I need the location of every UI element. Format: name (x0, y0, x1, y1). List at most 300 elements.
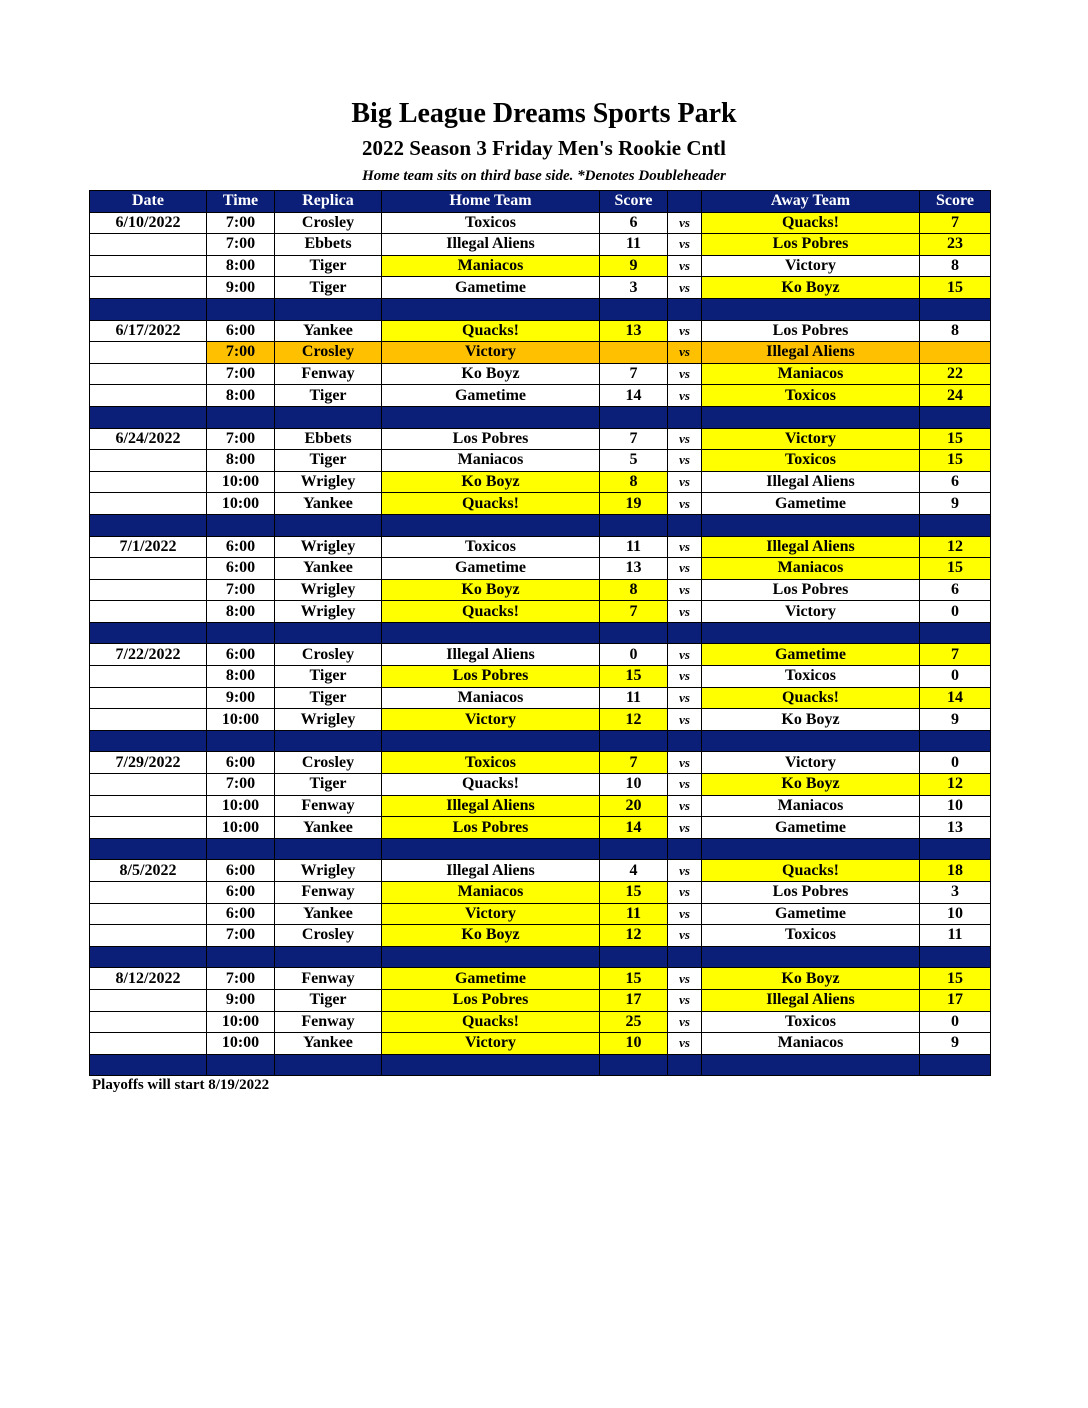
separator-cell (275, 298, 382, 320)
separator-cell (382, 1054, 600, 1076)
separator-cell (275, 730, 382, 752)
vs-label: vs (668, 989, 702, 1011)
home-score: 13 (600, 320, 668, 342)
away-team: Toxicos (702, 450, 920, 472)
vs-label: vs (668, 687, 702, 709)
vs-label: vs (668, 428, 702, 450)
separator-cell (90, 298, 207, 320)
separator-cell (702, 622, 920, 644)
game-row (90, 212, 991, 234)
game-row (90, 558, 991, 580)
game-field: Crosley (275, 752, 382, 774)
game-time: 10:00 (207, 493, 275, 515)
game-time: 10:00 (207, 471, 275, 493)
away-team: Gametime (702, 903, 920, 925)
away-score: 3 (920, 882, 991, 904)
away-score: 13 (920, 817, 991, 839)
away-team: Quacks! (702, 687, 920, 709)
game-date (90, 882, 207, 904)
vs-label: vs (668, 1033, 702, 1055)
game-row (90, 342, 991, 364)
game-date (90, 795, 207, 817)
vs-label: vs (668, 277, 702, 299)
separator-cell (382, 406, 600, 428)
game-time: 9:00 (207, 989, 275, 1011)
separator-cell (600, 298, 668, 320)
away-team: Ko Boyz (702, 709, 920, 731)
vs-label: vs (668, 579, 702, 601)
separator-cell (275, 946, 382, 968)
away-team: Toxicos (702, 925, 920, 947)
home-team: Quacks! (382, 493, 600, 515)
away-team: Los Pobres (702, 234, 920, 256)
home-score: 11 (600, 687, 668, 709)
vs-label: vs (668, 558, 702, 580)
game-time: 8:00 (207, 601, 275, 623)
away-score: 18 (920, 860, 991, 882)
away-score: 10 (920, 795, 991, 817)
game-field: Fenway (275, 363, 382, 385)
game-date: 7/22/2022 (90, 644, 207, 666)
game-row (90, 1033, 991, 1055)
separator-cell (90, 838, 207, 860)
separator-cell (382, 730, 600, 752)
game-time: 9:00 (207, 687, 275, 709)
game-field: Crosley (275, 644, 382, 666)
home-score: 10 (600, 1033, 668, 1055)
game-date (90, 579, 207, 601)
home-team: Gametime (382, 968, 600, 990)
away-team: Illegal Aliens (702, 536, 920, 558)
game-field: Ebbets (275, 428, 382, 450)
week-separator (90, 622, 991, 644)
vs-label: vs (668, 752, 702, 774)
separator-cell (382, 838, 600, 860)
game-date (90, 989, 207, 1011)
away-team: Los Pobres (702, 882, 920, 904)
home-team: Toxicos (382, 752, 600, 774)
game-date (90, 471, 207, 493)
away-team: Victory (702, 255, 920, 277)
away-score: 15 (920, 277, 991, 299)
away-score: 15 (920, 968, 991, 990)
home-team: Ko Boyz (382, 925, 600, 947)
game-time: 8:00 (207, 385, 275, 407)
game-row (90, 817, 991, 839)
separator-cell (600, 838, 668, 860)
game-row (90, 795, 991, 817)
separator-cell (668, 838, 702, 860)
vs-label: vs (668, 774, 702, 796)
home-team: Quacks! (382, 1011, 600, 1033)
game-field: Yankee (275, 903, 382, 925)
away-team: Gametime (702, 493, 920, 515)
home-score: 11 (600, 234, 668, 256)
separator-cell (275, 514, 382, 536)
game-field: Yankee (275, 1033, 382, 1055)
away-team: Quacks! (702, 212, 920, 234)
home-team: Maniacos (382, 255, 600, 277)
col-away-score: Score (920, 191, 991, 213)
away-score: 7 (920, 644, 991, 666)
home-score: 7 (600, 428, 668, 450)
away-team: Ko Boyz (702, 277, 920, 299)
away-score: 24 (920, 385, 991, 407)
game-date: 6/24/2022 (90, 428, 207, 450)
home-score: 15 (600, 882, 668, 904)
game-field: Wrigley (275, 709, 382, 731)
game-field: Tiger (275, 989, 382, 1011)
home-score: 20 (600, 795, 668, 817)
separator-cell (382, 514, 600, 536)
home-team: Maniacos (382, 687, 600, 709)
away-score: 9 (920, 709, 991, 731)
vs-label: vs (668, 925, 702, 947)
separator-cell (275, 622, 382, 644)
away-team: Toxicos (702, 666, 920, 688)
game-time: 7:00 (207, 363, 275, 385)
away-team: Ko Boyz (702, 968, 920, 990)
game-time: 10:00 (207, 817, 275, 839)
vs-label: vs (668, 342, 702, 364)
separator-cell (90, 622, 207, 644)
game-date: 8/12/2022 (90, 968, 207, 990)
away-team: Victory (702, 428, 920, 450)
game-date (90, 255, 207, 277)
home-score: 15 (600, 968, 668, 990)
game-date (90, 558, 207, 580)
col-vs (668, 191, 702, 213)
separator-cell (600, 730, 668, 752)
game-time: 9:00 (207, 277, 275, 299)
separator-cell (920, 838, 991, 860)
home-team: Victory (382, 903, 600, 925)
home-team: Los Pobres (382, 989, 600, 1011)
home-score: 15 (600, 666, 668, 688)
game-field: Wrigley (275, 579, 382, 601)
game-time: 6:00 (207, 536, 275, 558)
game-row (90, 860, 991, 882)
separator-cell (920, 1054, 991, 1076)
home-score: 25 (600, 1011, 668, 1033)
separator-cell (668, 1054, 702, 1076)
game-field: Yankee (275, 493, 382, 515)
home-team: Quacks! (382, 320, 600, 342)
vs-label: vs (668, 968, 702, 990)
game-row (90, 428, 991, 450)
home-score: 13 (600, 558, 668, 580)
separator-cell (920, 946, 991, 968)
game-row (90, 968, 991, 990)
home-score: 17 (600, 989, 668, 1011)
separator-cell (668, 406, 702, 428)
game-row (90, 385, 991, 407)
separator-cell (668, 298, 702, 320)
away-team: Victory (702, 601, 920, 623)
separator-cell (275, 406, 382, 428)
game-date: 6/17/2022 (90, 320, 207, 342)
separator-cell (702, 298, 920, 320)
week-separator (90, 298, 991, 320)
game-row (90, 536, 991, 558)
vs-label: vs (668, 817, 702, 839)
home-score: 12 (600, 925, 668, 947)
home-team: Illegal Aliens (382, 860, 600, 882)
separator-cell (207, 622, 275, 644)
home-score: 12 (600, 709, 668, 731)
game-row (90, 320, 991, 342)
home-team: Gametime (382, 385, 600, 407)
game-date (90, 342, 207, 364)
game-field: Tiger (275, 255, 382, 277)
separator-cell (207, 838, 275, 860)
separator-cell (600, 622, 668, 644)
away-score: 6 (920, 579, 991, 601)
separator-cell (702, 1054, 920, 1076)
home-score: 8 (600, 471, 668, 493)
game-time: 6:00 (207, 882, 275, 904)
game-date (90, 1011, 207, 1033)
home-score: 5 (600, 450, 668, 472)
separator-cell (702, 406, 920, 428)
game-row (90, 255, 991, 277)
game-date (90, 774, 207, 796)
game-time: 10:00 (207, 1033, 275, 1055)
game-date (90, 666, 207, 688)
game-time: 8:00 (207, 666, 275, 688)
away-team: Maniacos (702, 558, 920, 580)
separator-cell (275, 1054, 382, 1076)
separator-cell (90, 406, 207, 428)
home-team: Toxicos (382, 212, 600, 234)
game-field: Tiger (275, 385, 382, 407)
home-score: 19 (600, 493, 668, 515)
game-row (90, 709, 991, 731)
game-field: Yankee (275, 320, 382, 342)
vs-label: vs (668, 212, 702, 234)
game-row (90, 752, 991, 774)
away-team: Los Pobres (702, 320, 920, 342)
away-score: 8 (920, 320, 991, 342)
game-time: 10:00 (207, 1011, 275, 1033)
vs-label: vs (668, 709, 702, 731)
away-score: 0 (920, 1011, 991, 1033)
game-date (90, 903, 207, 925)
away-score: 9 (920, 1033, 991, 1055)
game-time: 7:00 (207, 925, 275, 947)
vs-label: vs (668, 493, 702, 515)
vs-label: vs (668, 644, 702, 666)
away-team: Illegal Aliens (702, 471, 920, 493)
home-score: 7 (600, 752, 668, 774)
game-field: Wrigley (275, 536, 382, 558)
game-row (90, 774, 991, 796)
game-time: 7:00 (207, 968, 275, 990)
away-score: 15 (920, 558, 991, 580)
home-team: Maniacos (382, 882, 600, 904)
vs-label: vs (668, 860, 702, 882)
home-score: 7 (600, 601, 668, 623)
away-score: 15 (920, 450, 991, 472)
away-score: 9 (920, 493, 991, 515)
home-team: Illegal Aliens (382, 795, 600, 817)
away-team: Victory (702, 752, 920, 774)
game-field: Ebbets (275, 234, 382, 256)
separator-cell (668, 730, 702, 752)
away-score: 0 (920, 601, 991, 623)
game-time: 7:00 (207, 342, 275, 364)
game-field: Wrigley (275, 471, 382, 493)
vs-label: vs (668, 320, 702, 342)
away-team: Quacks! (702, 860, 920, 882)
game-field: Tiger (275, 277, 382, 299)
vs-label: vs (668, 903, 702, 925)
game-row (90, 579, 991, 601)
vs-label: vs (668, 601, 702, 623)
separator-cell (600, 1054, 668, 1076)
separator-cell (207, 1054, 275, 1076)
game-row (90, 277, 991, 299)
home-score: 14 (600, 385, 668, 407)
game-field: Tiger (275, 774, 382, 796)
vs-label: vs (668, 471, 702, 493)
separator-cell (668, 946, 702, 968)
home-score: 8 (600, 579, 668, 601)
home-team: Toxicos (382, 536, 600, 558)
away-score (920, 342, 991, 364)
game-time: 6:00 (207, 558, 275, 580)
away-score: 10 (920, 903, 991, 925)
game-field: Crosley (275, 212, 382, 234)
game-row (90, 493, 991, 515)
separator-cell (207, 298, 275, 320)
game-date (90, 687, 207, 709)
game-time: 6:00 (207, 860, 275, 882)
game-date (90, 1033, 207, 1055)
game-date: 7/29/2022 (90, 752, 207, 774)
separator-cell (275, 838, 382, 860)
away-score: 14 (920, 687, 991, 709)
game-row (90, 644, 991, 666)
home-team: Ko Boyz (382, 471, 600, 493)
game-date (90, 385, 207, 407)
game-time: 10:00 (207, 795, 275, 817)
home-score: 3 (600, 277, 668, 299)
vs-label: vs (668, 795, 702, 817)
separator-cell (207, 514, 275, 536)
away-score: 11 (920, 925, 991, 947)
separator-cell (382, 298, 600, 320)
game-field: Wrigley (275, 601, 382, 623)
game-date (90, 925, 207, 947)
separator-cell (90, 946, 207, 968)
game-date: 7/1/2022 (90, 536, 207, 558)
game-date (90, 363, 207, 385)
away-team: Maniacos (702, 1033, 920, 1055)
separator-cell (702, 838, 920, 860)
page-subtitle: 2022 Season 3 Friday Men's Rookie Cntl (361, 136, 726, 160)
game-field: Crosley (275, 342, 382, 364)
game-time: 7:00 (207, 234, 275, 256)
game-row (90, 1011, 991, 1033)
away-team: Illegal Aliens (702, 989, 920, 1011)
game-date: 8/5/2022 (90, 860, 207, 882)
col-time: Time (207, 191, 275, 213)
vs-label: vs (668, 882, 702, 904)
separator-cell (382, 622, 600, 644)
away-score: 12 (920, 774, 991, 796)
game-row (90, 882, 991, 904)
vs-label: vs (668, 450, 702, 472)
game-row (90, 903, 991, 925)
away-score: 15 (920, 428, 991, 450)
separator-cell (920, 730, 991, 752)
home-team: Maniacos (382, 450, 600, 472)
away-score: 6 (920, 471, 991, 493)
game-row (90, 363, 991, 385)
game-date: 6/10/2022 (90, 212, 207, 234)
home-team: Los Pobres (382, 817, 600, 839)
home-team: Victory (382, 709, 600, 731)
away-team: Ko Boyz (702, 774, 920, 796)
separator-cell (90, 730, 207, 752)
col-home-score: Score (600, 191, 668, 213)
col-date: Date (90, 191, 207, 213)
week-separator (90, 1054, 991, 1076)
week-separator (90, 406, 991, 428)
col-replica: Replica (275, 191, 382, 213)
game-field: Fenway (275, 795, 382, 817)
week-separator (90, 730, 991, 752)
home-team: Illegal Aliens (382, 234, 600, 256)
game-time: 6:00 (207, 752, 275, 774)
away-score: 17 (920, 989, 991, 1011)
away-score: 22 (920, 363, 991, 385)
separator-cell (207, 406, 275, 428)
home-score (600, 342, 668, 364)
separator-cell (668, 514, 702, 536)
away-team: Toxicos (702, 385, 920, 407)
separator-cell (702, 730, 920, 752)
away-score: 0 (920, 666, 991, 688)
home-team: Victory (382, 1033, 600, 1055)
week-separator (90, 514, 991, 536)
game-row (90, 450, 991, 472)
schedule-table (89, 190, 991, 1076)
separator-cell (702, 946, 920, 968)
game-time: 7:00 (207, 212, 275, 234)
game-time: 10:00 (207, 709, 275, 731)
col-home-team: Home Team (382, 191, 600, 213)
game-row (90, 471, 991, 493)
vs-label: vs (668, 385, 702, 407)
game-row (90, 687, 991, 709)
schedule-body (90, 212, 991, 1076)
game-date (90, 493, 207, 515)
game-field: Fenway (275, 1011, 382, 1033)
game-field: Yankee (275, 817, 382, 839)
home-team: Los Pobres (382, 666, 600, 688)
home-team: Los Pobres (382, 428, 600, 450)
away-team: Toxicos (702, 1011, 920, 1033)
header-row (90, 191, 991, 213)
game-field: Crosley (275, 925, 382, 947)
page-title: Big League Dreams Sports Park (351, 98, 737, 129)
separator-cell (382, 946, 600, 968)
home-score: 4 (600, 860, 668, 882)
separator-cell (600, 946, 668, 968)
home-score: 14 (600, 817, 668, 839)
